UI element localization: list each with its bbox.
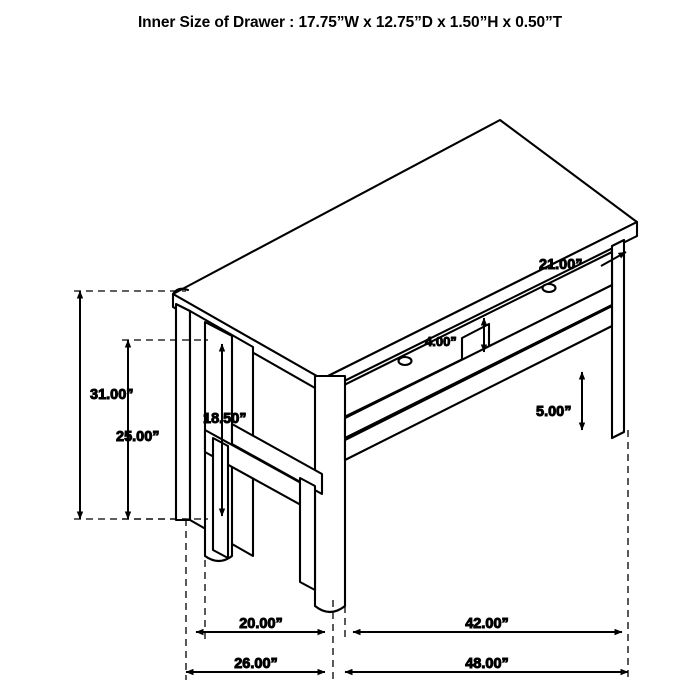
- dimension-31-label: 31.00”: [90, 387, 134, 403]
- leg-back-right: [612, 240, 624, 438]
- dimension-48-label: 48.00”: [465, 656, 509, 672]
- brace-center-vertical: [300, 478, 315, 590]
- dimension-42-label: 42.00”: [465, 616, 509, 632]
- dimension-21-label: 21.00”: [539, 257, 583, 273]
- drawer-knob-right: [543, 284, 556, 292]
- drawer-knob-left: [399, 357, 412, 365]
- dimension-4-label: 4.00”: [425, 334, 457, 349]
- page-title: Inner Size of Drawer : 17.75”W x 12.75”D x 1.50”H x 0.50”T: [137, 14, 563, 31]
- dimension-5-label: 5.00”: [536, 404, 572, 420]
- dimension-18-5-label: 18.50”: [203, 411, 247, 427]
- dimension-26-label: 26.00”: [234, 656, 278, 672]
- dimension-20-label: 20.00”: [239, 616, 283, 632]
- leg-front-center: [315, 376, 345, 612]
- brace-left-vertical: [213, 438, 228, 558]
- leg-back-left: [176, 304, 190, 520]
- desk-illustration: [173, 120, 637, 612]
- dimension-25-label: 25.00”: [116, 429, 160, 445]
